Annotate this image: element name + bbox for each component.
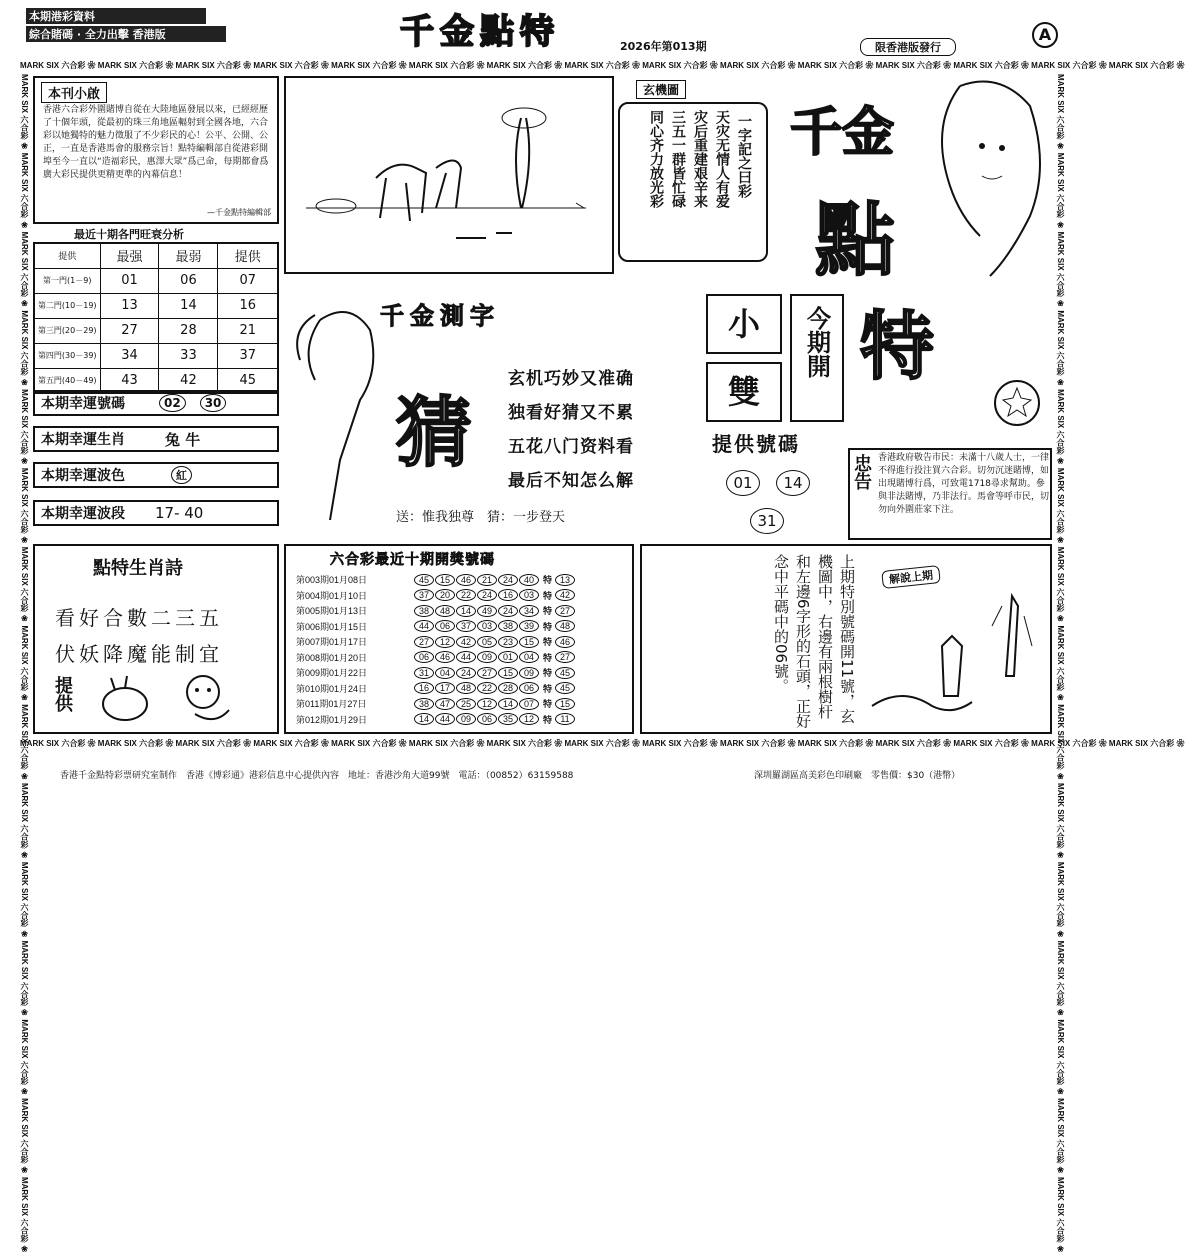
poem-provide: 提供 (52, 676, 73, 712)
result-number: 09 (456, 713, 476, 725)
result-number: 44 (456, 651, 476, 663)
result-period: 第009期01月22日 (296, 668, 368, 679)
result-special-number: 46 (555, 636, 575, 648)
result-number: 21 (477, 574, 497, 586)
brand-char-3: 特 (860, 304, 934, 390)
stats-title: 最近十期各門旺衰分析 (74, 228, 184, 241)
lucky-color-label: 本期幸運波色 (41, 468, 125, 484)
result-number: 01 (498, 651, 518, 663)
stats-cell: 07 (218, 268, 278, 293)
result-number: 06 (435, 620, 455, 632)
lucky-number-label: 本期幸運號碼 (41, 396, 125, 412)
result-number: 48 (435, 605, 455, 617)
sd-small-char: 小 (727, 305, 760, 343)
result-number: 22 (477, 682, 497, 694)
sd-double-char: 雙 (727, 373, 760, 411)
result-number: 25 (456, 698, 476, 710)
intro-body: 香港六合彩外圍賭博自從在大陸地區發展以來，已經經歷了十個年頭，從最初的珠三角地區輻射到全國各地，六合彩以她獨特的魅力徵服了不少彩民的心！公平、公開、公正，一直是香港馬會的服務宗旨！點特編輯部自從港彩開埠至今一直以“造福彩民，惠澤大眾”爲己命，每期都會爲廣大彩民提供更精更準的內幕信息！ (43, 105, 269, 180)
left-strip: MARK SIX 六合彩 ❀ MARK SIX 六合彩 ❀ MARK SIX 六合彩 ❀ MARK SIX 六合彩 ❀ MARK SIX 六合彩 ❀ MARK SIX 六合彩 ❀ MARK SIX 六合彩 ❀ MARK SIX 六合彩 ❀ MARK SIX 六合彩 ❀ MARK SIX 六合彩 ❀ MARK SIX 六合彩 ❀ MARK SIX 六合彩 ❀ MARK SIX 六合彩 ❀ MARK SIX 六合彩 ❀ MARK SIX 六合彩 ❀ (20, 74, 29, 1254)
result-period: 第007期01月17日 (296, 637, 368, 648)
scroll-col-5: 同心齐力放光彩 (648, 110, 664, 208)
result-special-label: 特 (543, 637, 553, 648)
warning-box (848, 448, 1052, 540)
result-row (296, 696, 626, 712)
lucky-range-label: 本期幸運波段 (41, 506, 125, 522)
lucky-number-2: 30 (200, 394, 227, 412)
guess-big-char: 猜 (396, 388, 472, 477)
result-special-label: 特 (543, 683, 553, 694)
result-number: 47 (435, 698, 455, 710)
guess-line-1: 玄机巧妙又准确 (508, 369, 634, 389)
result-special-label: 特 (543, 621, 553, 632)
brand-char-1: 千金 (790, 102, 895, 163)
result-period: 第003期01月08日 (296, 575, 368, 586)
result-number: 15 (519, 636, 539, 648)
woman-portrait-icon (920, 76, 1050, 276)
lucky-number-1: 02 (159, 394, 186, 412)
results-list (296, 572, 626, 727)
result-number: 14 (414, 713, 434, 725)
explain-box (640, 544, 1052, 734)
result-number: 14 (498, 698, 518, 710)
result-special-number: 27 (555, 651, 575, 663)
footer-right: 深圳羅湖區高美彩色印刷廠 零售價：$30（港幣） (754, 771, 961, 781)
result-number: 09 (477, 651, 497, 663)
stats-header: 最弱 (159, 243, 218, 268)
result-row (296, 588, 626, 604)
lucky-zodiac-label: 本期幸運生肖 (41, 432, 125, 448)
intro-title: 本刊小啟 (41, 82, 107, 103)
result-number: 27 (477, 667, 497, 679)
result-number: 37 (456, 620, 476, 632)
result-number: 24 (498, 574, 518, 586)
result-special-number: 15 (555, 698, 575, 710)
intro-sign: —千金點特編輯部 (207, 208, 271, 217)
result-number: 27 (414, 636, 434, 648)
guess-line-2: 独看好猜又不累 (508, 403, 634, 423)
result-period: 第011期01月27日 (296, 699, 367, 710)
header-issue: 2026年第013期 (620, 40, 707, 53)
result-period: 第005期01月13日 (296, 606, 368, 617)
result-number: 22 (456, 589, 476, 601)
sd-number-2: 14 (776, 470, 810, 496)
stats-cell: 37 (218, 343, 278, 368)
result-number: 20 (435, 589, 455, 601)
stats-cell: 34 (100, 343, 159, 368)
result-number: 42 (456, 636, 476, 648)
bottom-strip: MARK SIX 六合彩 ❀ MARK SIX 六合彩 ❀ MARK SIX 六合彩 ❀ MARK SIX 六合彩 ❀ MARK SIX 六合彩 ❀ MARK SIX 六合彩 ❀ MARK SIX 六合彩 ❀ MARK SIX 六合彩 ❀ MARK SIX 六合彩 ❀ MARK SIX 六合彩 ❀ MARK SIX 六合彩 ❀ MARK SIX 六合彩 ❀ MARK SIX 六合彩 ❀ MARK SIX 六合彩 ❀ MARK SIX 六合彩 ❀ (20, 739, 1185, 748)
stats-row-label: 第一門(1－9) (34, 268, 100, 293)
result-number: 04 (519, 651, 539, 663)
sd-number-1: 01 (726, 470, 760, 496)
sd-open-text: 今期開 (802, 306, 831, 378)
sd-box-open (790, 294, 844, 422)
result-special-label: 特 (543, 652, 553, 663)
result-special-label: 特 (543, 575, 553, 586)
scholars-illustration (862, 586, 1042, 732)
intro-box (33, 76, 279, 224)
result-number: 06 (414, 651, 434, 663)
lucky-color-row (33, 462, 279, 488)
result-special-number: 48 (555, 620, 575, 632)
lucky-color-value: 紅 (171, 466, 192, 484)
picture-panel (284, 76, 614, 274)
stats-cell: 14 (159, 293, 218, 318)
result-number: 38 (414, 605, 434, 617)
result-special-number: 45 (555, 682, 575, 694)
result-special-number: 11 (555, 713, 575, 725)
guess-woman-icon (280, 300, 390, 520)
result-number: 04 (435, 667, 455, 679)
stats-header: 提供 (218, 243, 278, 268)
stats-cell: 33 (159, 343, 218, 368)
right-strip: MARK SIX 六合彩 ❀ MARK SIX 六合彩 ❀ MARK SIX 六合彩 ❀ MARK SIX 六合彩 ❀ MARK SIX 六合彩 ❀ MARK SIX 六合彩 ❀ MARK SIX 六合彩 ❀ MARK SIX 六合彩 ❀ MARK SIX 六合彩 ❀ MARK SIX 六合彩 ❀ MARK SIX 六合彩 ❀ MARK SIX 六合彩 ❀ MARK SIX 六合彩 ❀ MARK SIX 六合彩 ❀ MARK SIX 六合彩 ❀ (1056, 74, 1065, 1254)
result-number: 07 (519, 698, 539, 710)
top-strip: MARK SIX 六合彩 ❀ MARK SIX 六合彩 ❀ MARK SIX 六合彩 ❀ MARK SIX 六合彩 ❀ MARK SIX 六合彩 ❀ MARK SIX 六合彩 ❀ MARK SIX 六合彩 ❀ MARK SIX 六合彩 ❀ MARK SIX 六合彩 ❀ MARK SIX 六合彩 ❀ MARK SIX 六合彩 ❀ MARK SIX 六合彩 ❀ MARK SIX 六合彩 ❀ MARK SIX 六合彩 ❀ MARK SIX 六合彩 ❀ (20, 61, 1185, 70)
stats-corner: 提供 (34, 243, 100, 268)
result-number: 24 (456, 667, 476, 679)
result-number: 03 (519, 589, 539, 601)
result-number: 09 (519, 667, 539, 679)
result-number: 34 (519, 605, 539, 617)
header-tagline: 限香港版發行 (860, 38, 956, 56)
result-special-label: 特 (543, 606, 553, 617)
result-number: 17 (435, 682, 455, 694)
hk-emblem-icon (992, 378, 1042, 428)
result-period: 第004期01月10日 (296, 590, 368, 601)
guess-footer: 送：惟我独尊 猜：一步登天 (396, 510, 566, 525)
stats-cell: 27 (100, 318, 159, 343)
result-number: 24 (498, 605, 518, 617)
result-special-label: 特 (543, 714, 553, 725)
scroll-col-4: 三五一群皆忙碌 (670, 110, 686, 208)
explain-text: 上期特別號碼開11號，玄機圖中，右邊有兩根樹杆和左邊6字形的石頭，正好念中平碼中的06號。 (772, 554, 856, 729)
guess-line-4: 最后不知怎么解 (508, 471, 634, 491)
poem-title: 點特生肖詩 (93, 558, 183, 579)
lucky-zodiac-value: 兔 牛 (165, 430, 201, 449)
guess-banner: 千金測字 (380, 302, 500, 330)
result-special-label: 特 (543, 699, 553, 710)
result-number: 48 (456, 682, 476, 694)
result-special-number: 13 (555, 574, 575, 586)
header-title: 千金點特 (400, 12, 560, 52)
poem-box (33, 544, 279, 734)
result-row (296, 603, 626, 619)
lucky-range-row (33, 500, 279, 526)
result-row (296, 681, 626, 697)
result-number: 38 (498, 620, 518, 632)
brand-char-2: 點 (815, 193, 895, 287)
result-number: 46 (456, 574, 476, 586)
result-period: 第012期01月29日 (296, 714, 368, 725)
stats-row-label: 第三門(20－29) (34, 318, 100, 343)
header-left-line2: 綜合賭碼 · 全力出擊 香港版 (26, 26, 226, 42)
result-row (296, 665, 626, 681)
result-special-number: 42 (555, 589, 575, 601)
stats-cell: 42 (159, 368, 218, 393)
scroll-col-1: 一字記之曰彩 (736, 114, 752, 198)
scroll-col-2: 天灾无情人有爱 (714, 110, 730, 208)
stats-header: 最强 (100, 243, 159, 268)
guess-line-3: 五花八门资料看 (508, 437, 634, 457)
result-row (296, 634, 626, 650)
lucky-range-value: 17- 40 (155, 504, 204, 522)
scroll-poem (618, 102, 768, 262)
result-row (296, 619, 626, 635)
result-row (296, 572, 626, 588)
result-number: 06 (477, 713, 497, 725)
result-special-label: 特 (543, 590, 553, 601)
result-period: 第006期01月15日 (296, 621, 368, 632)
result-number: 12 (435, 636, 455, 648)
stats-cell: 01 (100, 268, 159, 293)
lucky-number-row (33, 390, 279, 416)
scroll-col-3: 灾后重建艰辛来 (692, 110, 708, 208)
result-number: 40 (519, 574, 539, 586)
header-corner: A (1032, 22, 1058, 48)
result-number: 35 (498, 713, 518, 725)
result-number: 38 (414, 698, 434, 710)
result-number: 44 (435, 713, 455, 725)
result-number: 23 (498, 636, 518, 648)
result-number: 16 (498, 589, 518, 601)
sd-box-small (706, 294, 782, 354)
result-row (296, 650, 626, 666)
result-number: 24 (477, 589, 497, 601)
stats-table (33, 242, 279, 394)
result-number: 46 (435, 651, 455, 663)
stats-cell: 28 (159, 318, 218, 343)
result-number: 03 (477, 620, 497, 632)
monkey-icon (175, 670, 235, 726)
result-number: 12 (519, 713, 539, 725)
result-number: 37 (414, 589, 434, 601)
result-number: 12 (477, 698, 497, 710)
stats-row-label: 第五門(40－49) (34, 368, 100, 393)
result-number: 14 (456, 605, 476, 617)
results-box (284, 544, 634, 734)
stats-cell: 06 (159, 268, 218, 293)
stats-row-label: 第二門(10－19) (34, 293, 100, 318)
result-number: 16 (414, 682, 434, 694)
rabbit-icon (95, 674, 155, 726)
riddle-illustration (286, 78, 612, 272)
result-special-label: 特 (543, 668, 553, 679)
result-number: 44 (414, 620, 434, 632)
poem-line-2: 伏妖降魔能制宜 (55, 642, 223, 666)
result-number: 05 (477, 636, 497, 648)
stats-cell: 16 (218, 293, 278, 318)
explain-tag: 解說上期 (881, 565, 941, 589)
stats-cell: 21 (218, 318, 278, 343)
header-left-line1: 本期港彩資料 (26, 8, 206, 24)
poem-line-1: 看好合數二三五 (55, 606, 223, 630)
result-period: 第008期01月20日 (296, 652, 368, 663)
result-number: 06 (519, 682, 539, 694)
result-special-number: 45 (555, 667, 575, 679)
result-number: 49 (477, 605, 497, 617)
result-number: 45 (414, 574, 434, 586)
footer-left: 香港千金點特彩票研究室制作 香港《博彩通》港彩信息中心提供內容 地址：香港沙角大道99號 電話：（00852）63159588 (60, 771, 574, 781)
picture-tag: 玄機圖 (636, 80, 686, 99)
sd-provide-label: 提供號碼 (712, 432, 800, 456)
result-number: 31 (414, 667, 434, 679)
result-row (296, 712, 626, 728)
results-title: 六合彩最近十期開獎號碼 (330, 552, 495, 568)
result-number: 39 (519, 620, 539, 632)
header (20, 6, 1066, 56)
warning-text: 香港政府敬告市民：未滿十八歲人士，一律不得進行投注買六合彩。切勿沉迷賭博，如出現賭博行爲，可致電1718尋求幫助。參與非法賭博，乃非法行。馬會等呼市民，切勿向外圍莊家下注。 (878, 453, 1050, 515)
warning-title: 忠告 (851, 454, 872, 490)
result-special-number: 27 (555, 605, 575, 617)
stats-row-label: 第四門(30－39) (34, 343, 100, 368)
stats-cell: 43 (100, 368, 159, 393)
sd-number-3: 31 (750, 508, 784, 534)
result-number: 15 (498, 667, 518, 679)
result-period: 第010期01月24日 (296, 683, 368, 694)
lucky-zodiac-row (33, 426, 279, 452)
result-number: 15 (435, 574, 455, 586)
stats-cell: 13 (100, 293, 159, 318)
sd-box-double (706, 362, 782, 422)
stats-cell: 45 (218, 368, 278, 393)
result-number: 28 (498, 682, 518, 694)
